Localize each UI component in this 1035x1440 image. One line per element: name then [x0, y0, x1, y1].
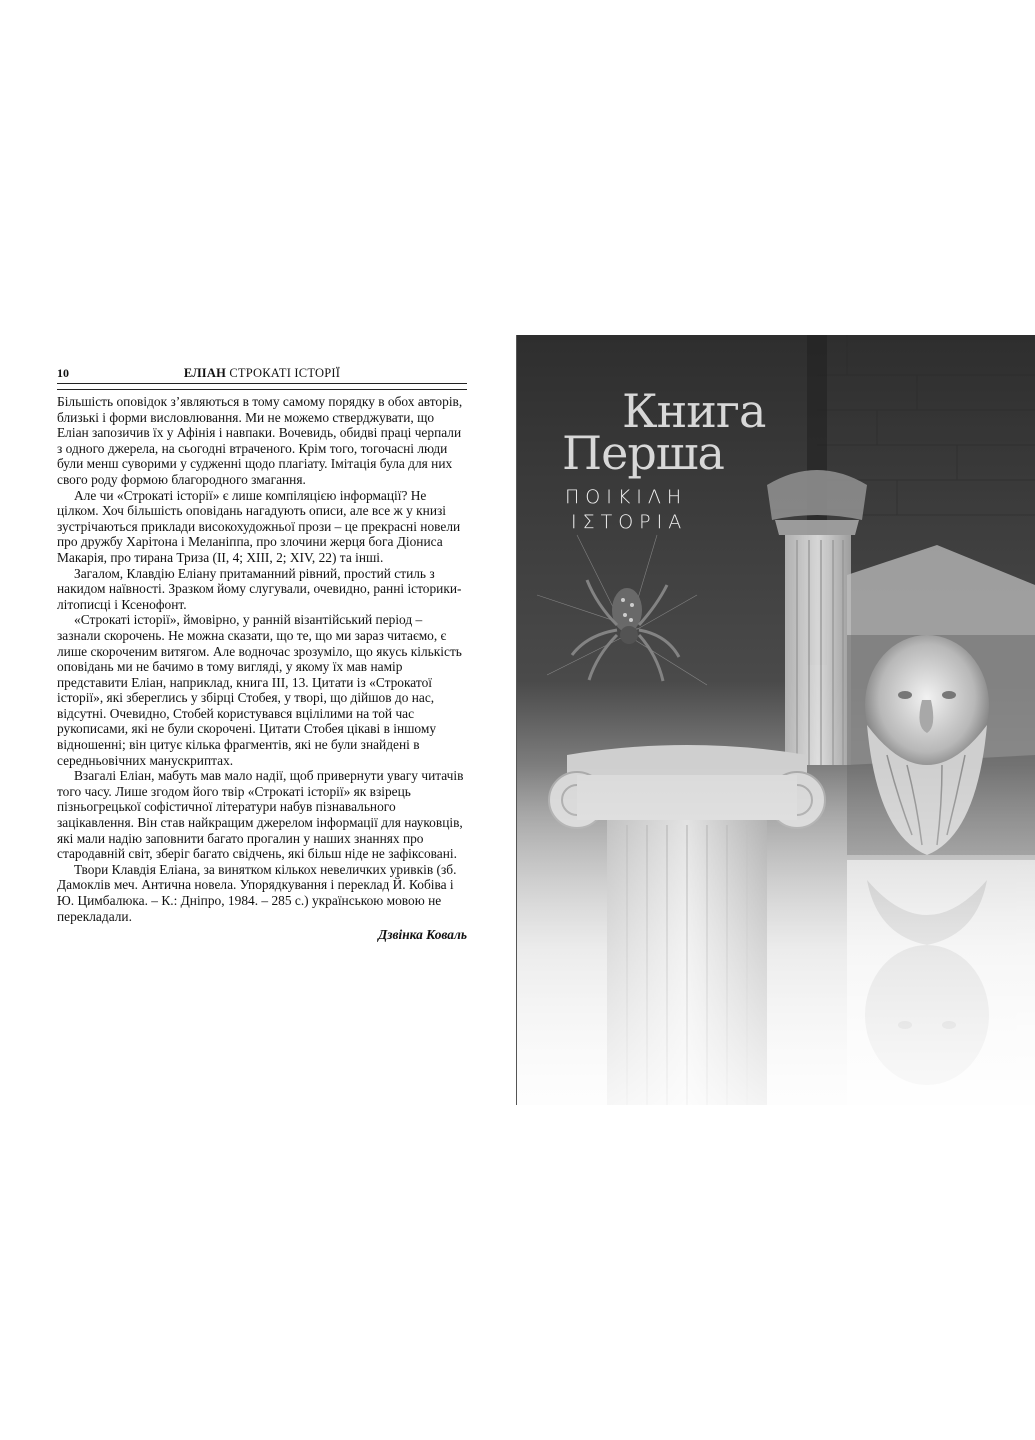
greek-title-line-1: ΠΟΙΚΙΛΗ: [565, 486, 688, 508]
running-head-rule: [57, 383, 467, 390]
greek-title: [565, 485, 687, 535]
paragraph-1: Більшість оповідок з’являються в тому самому порядку в обох авторів, близькі і форми висловлювання. Ми не можемо стверджувати, що Еліан запозичив їх у Афінія і навпаки. Вочевидь, обидві праці черпали з одного джерела, на сьогодні втраченого. Крім того, тогочасні люди були менш суворими у судженні щодо плагіату. Імітація була для них свого роду формою благородного змагання.: [57, 394, 463, 487]
greek-title-line-2: ΙΣΤΟΡΙΑ: [571, 511, 688, 533]
left-page: [0, 0, 517, 1440]
page-number: 10: [57, 366, 69, 380]
paragraph-3: Загалом, Клавдію Еліану притаманний рівний, простий стиль з накидом наївності. Зразком йому слугували, очевидно, ранні історики-літописці і Ксенофонт.: [57, 565, 462, 612]
paragraph-6: Твори Клавдія Еліана, за винятком кількох невеличких уривків (зб. Дамоклів меч. Антична новела. Упорядкування і переклад Й. Кобіва і Ю. Цимбалюка. – К.: Дніпро, 1984. – 285 с.) українською мовою не перекладали.: [57, 861, 457, 924]
paragraph-2: Але чи «Строкаті історії» є лише компіляцією інформації? Не цілком. Хоч більшість оповідань нагадують описи, але все ж у книзі зустрічаються приклади високохудожньої прози – це прекрасні новели про дружбу Харітона і Меланіппа, про злочини жерця бога Діониса Макарія, про тирана Триза (ІІ, 4; ХІІІ, 2; XIV, 22) та інші.: [57, 487, 461, 565]
running-head-author: ЕЛІАН: [183, 366, 226, 380]
book-title-line-1: Книга: [622, 384, 766, 438]
running-head-title: [57, 366, 467, 381]
book-title-line-2: Перша: [562, 426, 724, 480]
running-head-book-title: СТРОКАТІ ІСТОРІЇ: [226, 366, 341, 380]
author-signature: Дзвінка Коваль: [378, 927, 467, 943]
paragraph-5: Взагалі Еліан, мабуть мав мало надії, щоб привернути увагу читачів того часу. Лише згодом його твір «Строкаті історії» як взірець пізньогрецької софістичної літератури набув пізнавального зацікавлення. Він став найкращим джерелом інформації для науковців, які мали надію заповнити багато прогалин у наших знаннях про стародавній світ, зберіг багато свідчень, які більш ніде не зафіксовані.: [57, 768, 464, 862]
running-head: [57, 366, 467, 382]
chapter-illustration: [517, 335, 1035, 1105]
body-text: [57, 394, 467, 943]
book-title: [562, 384, 766, 480]
paragraph-4: «Строкаті історії», ймовірно, у ранній візантійський період – зазнали скорочень. Не можна сказати, що те, що ми зараз читаємо, є лише скороченим витягом. Але водночас зрозуміло, що якусь кількість оповідань ми не бачимо в тому вигляді, у якому їх мав намір представити Еліан, наприклад, книга ІІІ, 13. Цитати із «Строкатої історії», які збереглись у збірці Стобея, у творі, що дійшов до нас, відсутні. Очевидно, Стобей користувався вцілілими на той час рукописами, які не були скорочені. Цитати Стобея цікаві в іншому відношенні; він цитує кілька фрагментів, які не були знайдені в середньовічних манускриптах.: [57, 612, 462, 768]
